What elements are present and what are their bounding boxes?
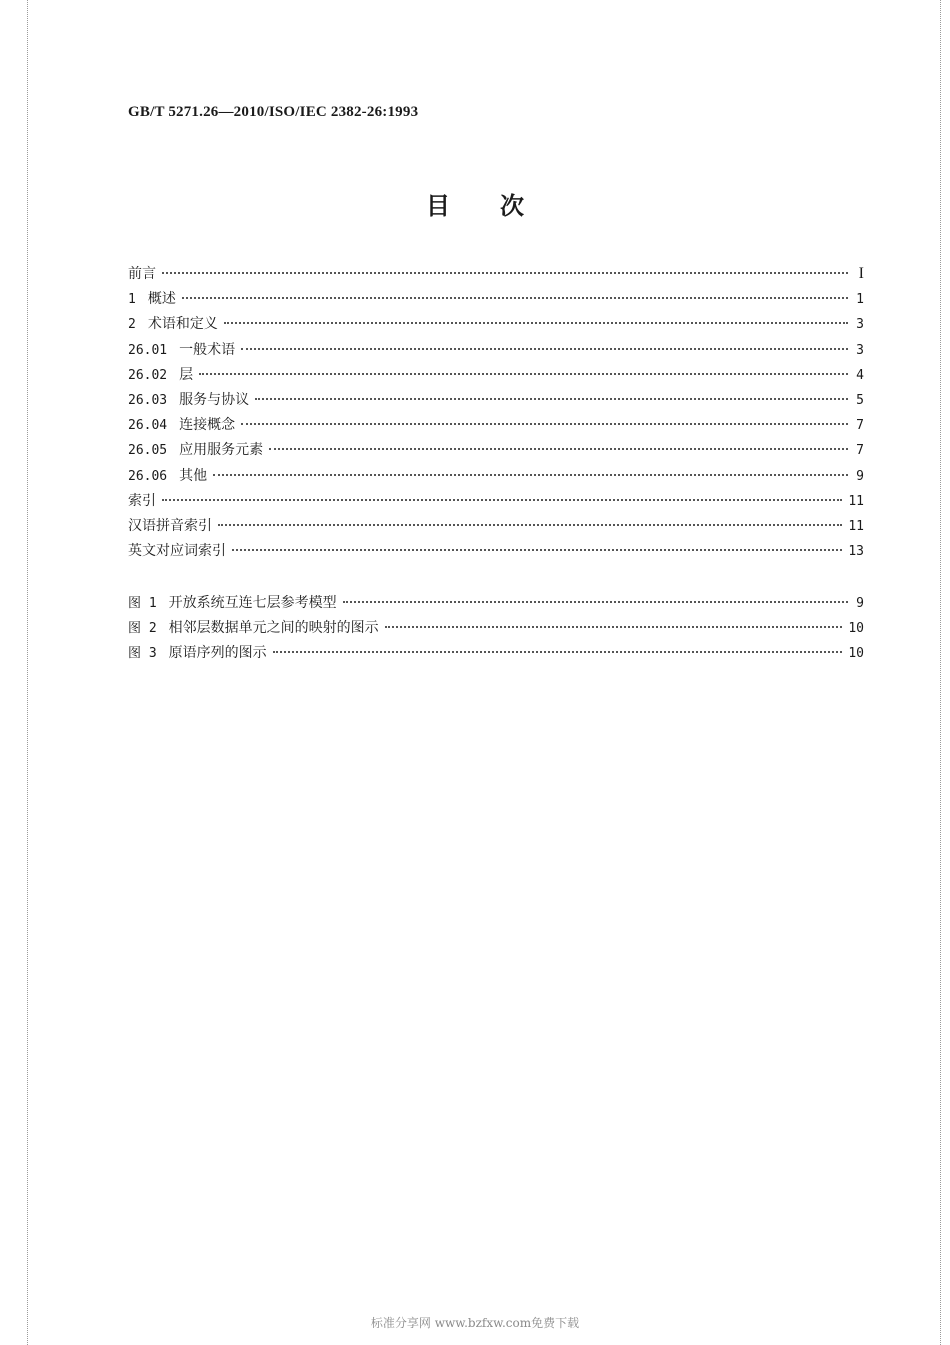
list-of-figures [128,592,864,668]
toc-page: 7 [856,418,864,434]
page-title [0,186,950,221]
toc-entry-26-04[interactable] [128,414,864,439]
toc-page: 4 [856,367,864,383]
toc-page: I [858,265,864,282]
toc-number: 2 [128,317,136,333]
toc-entry-terms-definitions[interactable] [128,313,864,338]
toc-entry-english-index[interactable] [128,540,864,565]
figure-entry-1[interactable] [128,592,864,617]
toc-page: 7 [856,443,864,459]
toc-page: 13 [848,544,864,560]
leader-dots [199,373,848,375]
leader-dots [273,651,843,653]
toc-label: 索引 [128,492,156,509]
leader-dots [241,423,848,425]
toc-label: 汉语拼音索引 [128,517,212,534]
title-char-1: 目 [426,192,450,220]
title-char-2: 次 [500,192,524,220]
toc-label: 术语和定义 [147,316,218,333]
toc-label: 一般术语 [179,341,236,358]
toc-entry-preface[interactable] [128,263,864,288]
leader-dots [343,601,848,603]
leader-dots [162,272,848,274]
figure-number: 图 1 [128,596,157,611]
toc-page: 3 [856,317,864,333]
toc-entry-index[interactable] [128,490,864,515]
toc-entry-26-01[interactable] [128,339,864,364]
leader-dots [213,474,848,476]
leader-dots [241,348,848,350]
toc-page: 11 [848,493,864,509]
figure-entry-2[interactable] [128,617,864,642]
toc-label: 层 [179,366,194,383]
leader-dots [162,499,842,501]
leader-dots [385,626,843,628]
figure-label: 开放系统互连七层参考模型 [168,595,337,611]
figure-label: 原语序列的图示 [168,645,267,662]
toc-label: 连接概念 [179,417,236,434]
toc-number: 26.02 [128,367,168,383]
leader-dots [224,322,848,324]
toc-label: 概述 [147,291,176,308]
toc-label: 前言 [128,266,156,282]
toc-page: 5 [856,392,864,408]
toc-entry-26-06[interactable] [128,465,864,490]
toc-number: 1 [128,292,136,308]
leader-dots [269,448,848,450]
figure-number: 图 3 [128,646,157,662]
toc-label: 服务与协议 [179,391,250,408]
toc-number: 26.05 [128,443,168,459]
toc-number: 26.06 [128,468,168,484]
toc-entry-26-03[interactable] [128,389,864,414]
figure-label: 相邻层数据单元之间的映射的图示 [168,620,379,637]
leader-dots [218,524,842,526]
figure-page: 10 [848,621,864,637]
toc-page: 1 [856,292,864,308]
leader-dots [182,297,848,299]
toc-entry-overview[interactable] [128,288,864,313]
toc-page: 9 [856,468,864,484]
toc-page: 3 [856,342,864,358]
toc-page: 11 [848,518,864,534]
toc-label: 英文对应词索引 [128,543,226,560]
figure-page: 10 [848,646,864,662]
footer-watermark: 标准分享网 www.bzfxw.com免费下载 [370,1316,580,1330]
toc-entry-26-02[interactable] [128,364,864,389]
figure-page: 9 [856,596,864,611]
toc-number: 26.01 [128,342,168,358]
toc-number: 26.04 [128,418,168,434]
standard-number: GB/T 5271.26—2010/ISO/IEC 2382-26:1993 [128,104,419,120]
figure-entry-3[interactable] [128,642,864,667]
toc-label: 应用服务元素 [179,442,264,459]
leader-dots [255,398,848,400]
leader-dots [232,549,842,551]
toc-entry-pinyin-index[interactable] [128,515,864,540]
toc-label: 其他 [179,467,208,484]
figure-number: 图 2 [128,621,157,637]
table-of-contents [128,263,864,565]
toc-number: 26.03 [128,392,168,408]
toc-entry-26-05[interactable] [128,439,864,464]
